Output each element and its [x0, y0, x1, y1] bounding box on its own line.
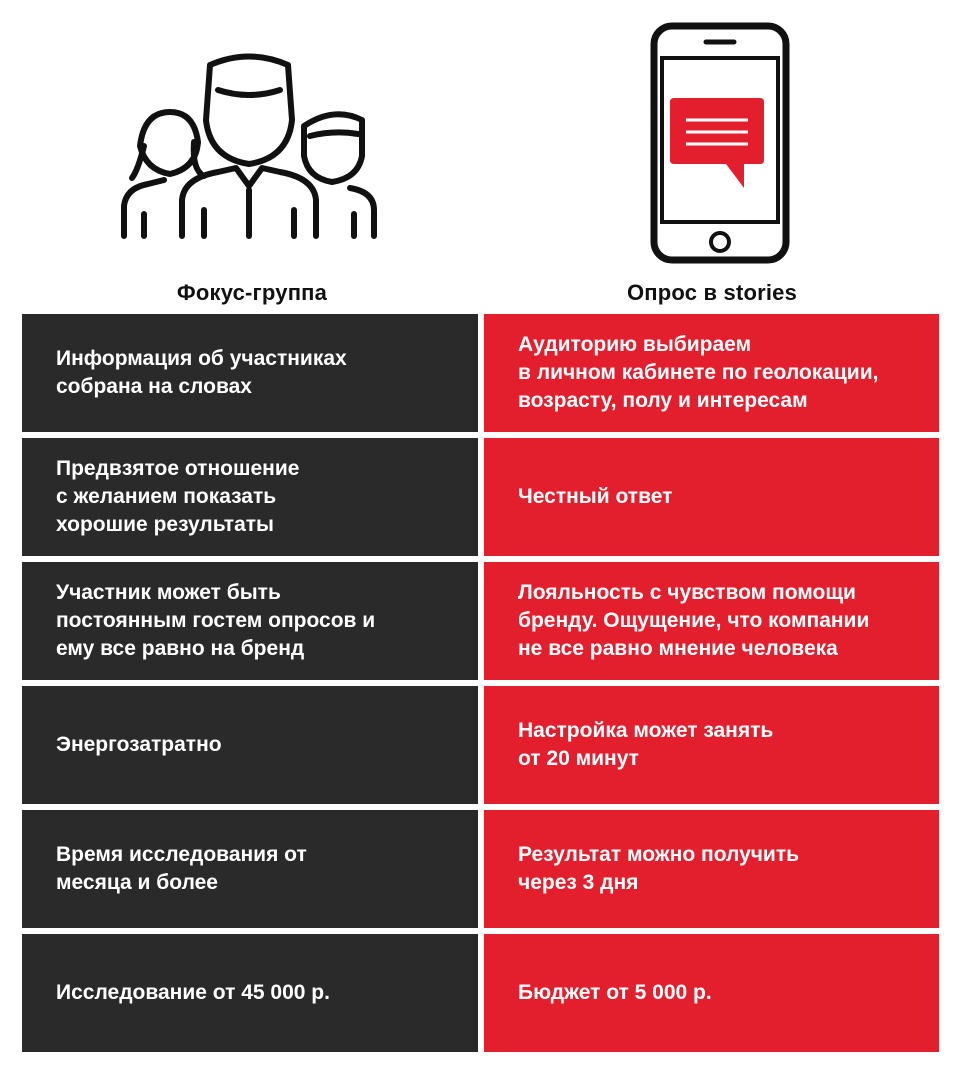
column-title-stories-poll: Опрос в stories: [626, 280, 798, 305]
left-cell: Энергозатратно: [22, 686, 478, 804]
right-cell: Бюджет от 5 000 р.: [484, 934, 939, 1052]
right-cell: Настройка может занять от 20 минут: [484, 686, 939, 804]
table-row: [22, 810, 939, 928]
group-people-icon: [118, 50, 380, 240]
comparison-table: [22, 314, 939, 1058]
right-cell: Результат можно получить через 3 дня: [484, 810, 939, 928]
table-row: [22, 686, 939, 804]
left-cell: Участник может быть постоянным гостем опросов и ему все равно на бренд: [22, 562, 478, 680]
table-row: [22, 562, 939, 680]
left-cell: Исследование от 45 000 р.: [22, 934, 478, 1052]
column-title-focus-group: Фокус-группа: [176, 280, 328, 305]
table-row: [22, 314, 939, 432]
table-row: [22, 934, 939, 1052]
right-cell: Лояльность с чувством помощи бренду. Ощущение, что компании не все равно мнение человека: [484, 562, 939, 680]
table-row: [22, 438, 939, 556]
smartphone-chat-icon: [650, 22, 790, 264]
left-cell: Информация об участниках собрана на словах: [22, 314, 478, 432]
left-cell: Время исследования от месяца и более: [22, 810, 478, 928]
left-cell: Предвзятое отношение с желанием показать хорошие результаты: [22, 438, 478, 556]
right-cell: Аудиторию выбираем в личном кабинете по геолокации, возрасту, полу и интересам: [484, 314, 939, 432]
right-cell: Честный ответ: [484, 438, 939, 556]
